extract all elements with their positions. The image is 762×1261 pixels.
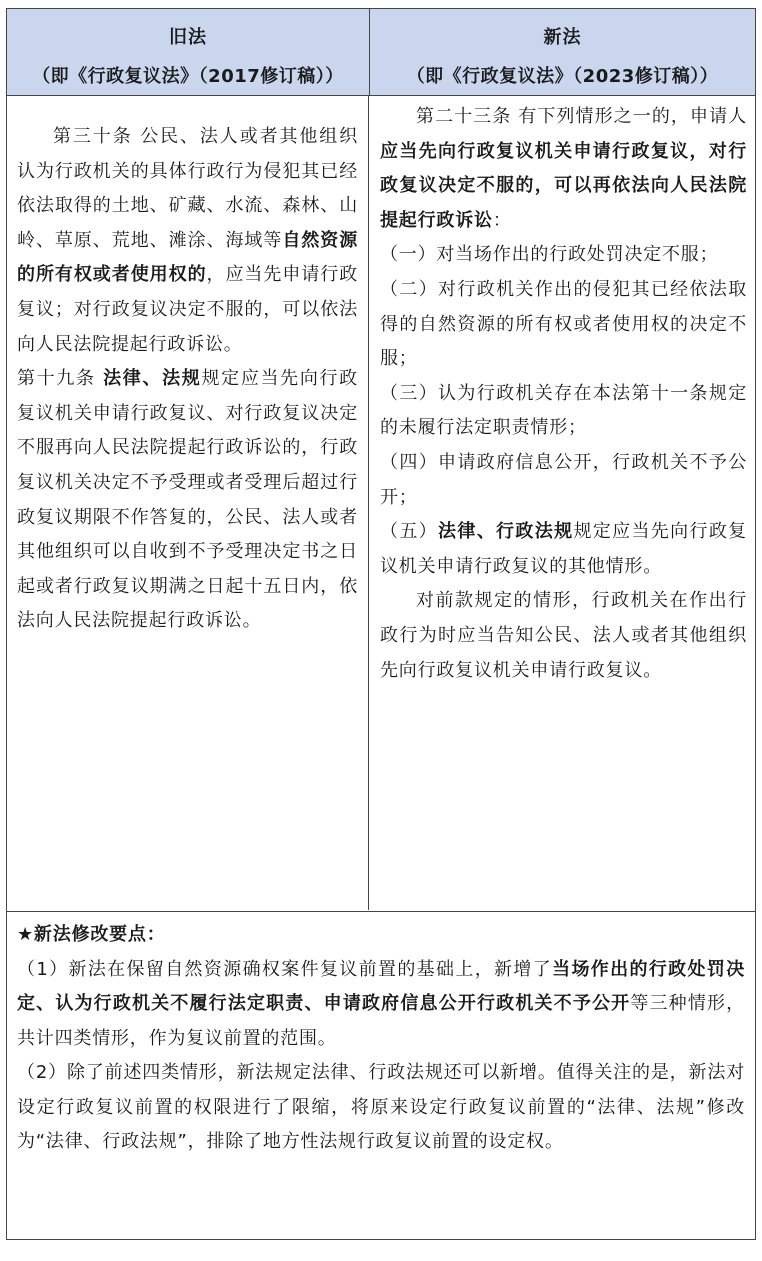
old-law-column — [7, 96, 369, 910]
new-item-5-text: 规定应当先向行政复议机关申请行政复议的其他情形。 — [380, 521, 747, 577]
new-law-title: 新法 — [543, 27, 582, 48]
old-article-30-rest: ，应当先申请行政复议；对行政复议决定不服的，可以依法向人民法院提起行政诉讼。 — [17, 264, 358, 355]
new-law-subtitle: （即《行政复议法》（2023修订稿）） — [406, 66, 719, 87]
new-article-23 — [380, 100, 747, 238]
note-1-bold: 当场作出的行政处罚决定、认为行政机关不履行法定职责、申请政府信息公开行政机关不予公开 — [17, 958, 745, 1014]
comparison-table — [6, 8, 756, 1240]
old-article-30 — [17, 120, 358, 362]
new-article-23-colon: ： — [492, 209, 512, 231]
new-item-5 — [380, 515, 747, 584]
new-item-5-label: （五） — [380, 521, 439, 543]
note-2: （2）除了前述四类情形，新法规定法律、行政法规还可以新增。值得关注的是，新法对设定行政复议前置的权限进行了限缩，将原来设定行政复议前置的“法律、法规”修改为“法律、行政法规”，排除了地方性法规行政复议前置的设定权。 — [17, 1062, 745, 1152]
new-article-23-text: 第二十三条 有下列情形之一的，申请人 — [416, 106, 747, 127]
new-item-1: （一）对当场作出的行政处罚决定不服； — [380, 244, 719, 266]
header-old-law — [7, 9, 370, 95]
new-article-23-para2: 对前款规定的情形，行政机关在作出行政行为时应当告知公民、法人或者其他组织先向行政复议机关申请行政复议。 — [380, 590, 747, 681]
note-1-rest: 等三种情形，共计四类情形，作为复议前置的范围。 — [17, 993, 745, 1049]
new-item-2: （二）对行政机关作出的侵犯其已经依法取得的自然资源的所有权或者使用权的决定不服； — [380, 278, 747, 370]
new-article-23-bold: 应当先向行政复议机关申请行政复议，对行政复议决定不服的，可以再依法向人民法院提起行政诉讼 — [380, 140, 747, 231]
new-law-column — [370, 96, 755, 910]
old-law-subtitle: （即《行政复议法》（2017修订稿）） — [32, 66, 344, 87]
old-article-19-label: 第十九条 — [17, 368, 104, 390]
new-item-3: （三）认为行政机关存在本法第十一条规定的未履行法定职责情形； — [380, 382, 747, 439]
header-new-law — [370, 9, 755, 95]
new-item-5-bold: 法律、行政法规 — [438, 521, 574, 543]
old-article-19-bold: 法律、法规 — [103, 368, 202, 390]
notes-title-text: ★新法修改要点： — [17, 924, 166, 945]
old-article-30-text: 第三十条 公民、法人或者其他组织认为行政机关的具体行政行为侵犯其已经依法取得的土地、矿藏、水流、森林、山岭、草原、荒地、滩涂、海域等 — [17, 126, 358, 251]
table-header — [7, 9, 755, 96]
new-item-4: （四）申请政府信息公开，行政机关不予公开； — [380, 451, 747, 508]
amendment-notes — [7, 911, 755, 1239]
old-article-19 — [17, 362, 358, 639]
note-1 — [17, 953, 745, 1057]
note-1-text: （1）新法在保留自然资源确权案件复议前置的基础上，新增了 — [17, 958, 553, 980]
old-law-title: 旧法 — [169, 27, 207, 48]
old-article-19-text: 规定应当先向行政复议机关申请行政复议、对行政复议决定不服再向人民法院提起行政诉讼的，行政复议机关决定不予受理或者受理后超过行政复议期限不作答复的，公民、法人或者其他组织可以自收到不予受理决定书之日起或者行政复议期满之日起十五日内，依法向人民法院提起行政诉讼。 — [17, 368, 358, 632]
old-article-30-bold: 自然资源的所有权或者使用权的 — [17, 229, 359, 286]
notes-title — [17, 918, 745, 953]
